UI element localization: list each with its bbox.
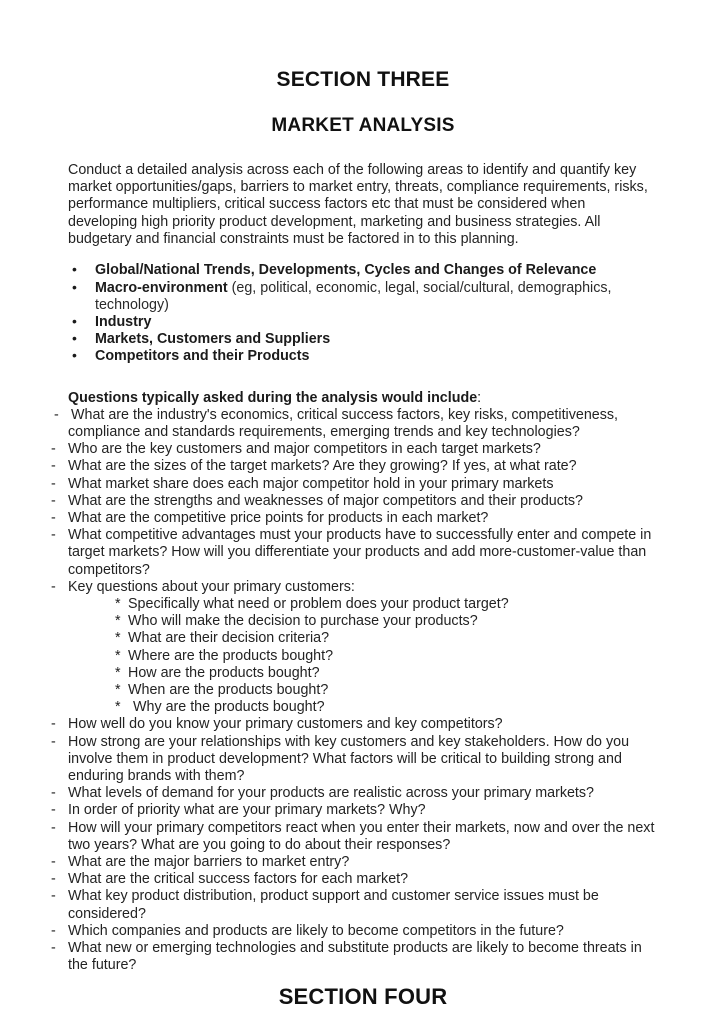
page-title: SECTION THREE <box>276 68 450 91</box>
subquestion-text: How are the products bought? <box>128 664 320 681</box>
bullet-label: Macro-environment <box>95 279 228 296</box>
question-text: How well do you know your primary customers and key competitors? <box>68 716 503 733</box>
bullet-label: Markets, Customers and Suppliers <box>95 331 331 348</box>
subquestion-text: When are the products bought? <box>128 681 329 698</box>
list-item <box>51 819 658 854</box>
subquestion-text: Why are the products bought? <box>133 699 325 716</box>
dash-marker: - <box>51 527 56 544</box>
asterisk-marker: * <box>115 681 121 698</box>
list-item <box>68 596 658 613</box>
asterisk-marker: * <box>115 664 121 681</box>
list-item <box>54 406 658 441</box>
question-text: In order of priority what are your primary markets? Why? <box>68 802 426 819</box>
bullet-label: Competitors and their Products <box>95 348 310 365</box>
intro-paragraph: Conduct a detailed analysis across each of the following areas to identify and quantify key market opportunities/gaps, barriers to market entry, threats, compliance requirements, risks, performance multipliers, critical success factors etc that must be considered when developing high priority product development, marketing and business strategies. All budgetary and financial constraints must be factored in to this planning. <box>68 162 648 247</box>
subquestion-text: Who will make the decision to purchase your products? <box>128 613 478 630</box>
question-text: Which companies and products are likely to become competitors in the future? <box>68 922 564 939</box>
question-text: How will your primary competitors react when you enter their markets, now and over the next two years? What are you going to do about their responses? <box>68 819 655 853</box>
list-item <box>68 331 658 348</box>
question-text: What key product distribution, product support and customer service issues must be considered? <box>68 888 599 922</box>
dash-marker: - <box>51 509 56 526</box>
questions-heading-text: Questions typically asked during the analysis would include <box>68 389 478 406</box>
dash-marker: - <box>51 888 56 905</box>
questions-heading-colon: : <box>477 389 482 406</box>
list-item <box>51 888 658 922</box>
dash-marker: - <box>51 785 56 802</box>
list-item <box>51 578 658 596</box>
question-text: What competitive advantages must your products have to successfully enter and compete in target markets? How will you differentiate your products and add more-customer-value than competitors? <box>68 527 652 578</box>
list-item <box>51 475 658 493</box>
subquestion-text: Where are the products bought? <box>128 647 334 664</box>
question-text: What are the competitive price points for products in each market? <box>68 509 489 526</box>
question-text: What are the sizes of the target markets? Are they growing? If yes, at what rate? <box>68 458 577 475</box>
list-item <box>51 527 658 579</box>
dash-marker: - <box>51 578 56 595</box>
dash-marker: - <box>54 406 59 423</box>
question-text: Key questions about your primary customers: <box>68 578 355 595</box>
list-item <box>51 509 658 527</box>
list-item <box>51 802 658 819</box>
list-item <box>51 441 658 458</box>
analysis-area-list <box>68 262 658 365</box>
list-item <box>68 648 658 665</box>
dash-marker: - <box>51 871 56 888</box>
questions-heading <box>68 390 658 407</box>
list-item <box>51 940 658 974</box>
list-item <box>51 871 658 888</box>
dash-marker: - <box>51 940 56 957</box>
question-text: What are the industry's economics, critical success factors, key risks, competitiveness, compliance and standards requirements, emerging trends and key technologies? <box>68 406 618 440</box>
dash-marker: - <box>51 733 56 750</box>
question-text: What levels of demand for your products are realistic across your primary markets? <box>68 785 595 802</box>
asterisk-marker: * <box>115 595 121 612</box>
customer-subquestions-list <box>68 596 658 716</box>
questions-list-secondary <box>51 716 658 974</box>
dash-marker: - <box>51 492 56 509</box>
list-item <box>68 682 658 699</box>
dash-marker: - <box>51 802 56 819</box>
list-item <box>51 492 658 510</box>
asterisk-marker: * <box>115 613 121 630</box>
list-item <box>68 630 658 647</box>
question-text: Who are the key customers and major competitors in each target markets? <box>68 441 541 458</box>
questions-list-primary <box>51 406 658 596</box>
question-text: How strong are your relationships with key customers and key stakeholders. How do you involve them in product development? What factors will be critical to building strong and enduring brands with them? <box>68 733 630 784</box>
list-item <box>68 348 658 365</box>
list-item <box>51 854 658 871</box>
asterisk-marker: * <box>115 699 121 716</box>
question-text: What are the major barriers to market entry? <box>68 854 350 871</box>
dash-marker: - <box>51 441 56 458</box>
list-item <box>68 613 658 630</box>
question-text: What are the critical success factors for each market? <box>68 871 409 888</box>
subquestion-text: Specifically what need or problem does your product target? <box>128 595 509 612</box>
bullet-label: Global/National Trends, Developments, Cycles and Changes of Relevance <box>95 262 597 279</box>
list-item <box>68 280 658 314</box>
list-item <box>51 716 658 733</box>
asterisk-marker: * <box>115 630 121 647</box>
dash-marker: - <box>51 854 56 871</box>
dash-marker: - <box>51 819 56 836</box>
dash-marker: - <box>51 716 56 733</box>
question-text: What new or emerging technologies and substitute products are likely to become threats in the future? <box>68 940 642 974</box>
list-item <box>68 262 658 279</box>
list-item <box>68 314 658 331</box>
dash-marker: - <box>51 475 56 492</box>
subquestion-text: What are their decision criteria? <box>128 630 330 647</box>
dash-marker: - <box>51 922 56 939</box>
question-text: What market share does each major competitor hold in your primary markets <box>68 475 554 492</box>
list-item <box>51 922 658 940</box>
list-item <box>51 785 658 802</box>
next-section-title: SECTION FOUR <box>278 984 448 1010</box>
question-text: What are the strengths and weaknesses of major competitors and their products? <box>68 492 583 509</box>
list-item <box>68 665 658 682</box>
bullet-detail: (eg, political, economic, legal, social/cultural, demographics, technology) <box>95 279 612 313</box>
bullet-label: Industry <box>95 313 152 330</box>
list-item <box>68 699 658 716</box>
list-item <box>51 458 658 475</box>
section-subtitle: MARKET ANALYSIS <box>271 115 455 136</box>
asterisk-marker: * <box>115 647 121 664</box>
dash-marker: - <box>51 458 56 475</box>
document-content <box>51 0 658 1010</box>
list-item <box>51 733 658 786</box>
